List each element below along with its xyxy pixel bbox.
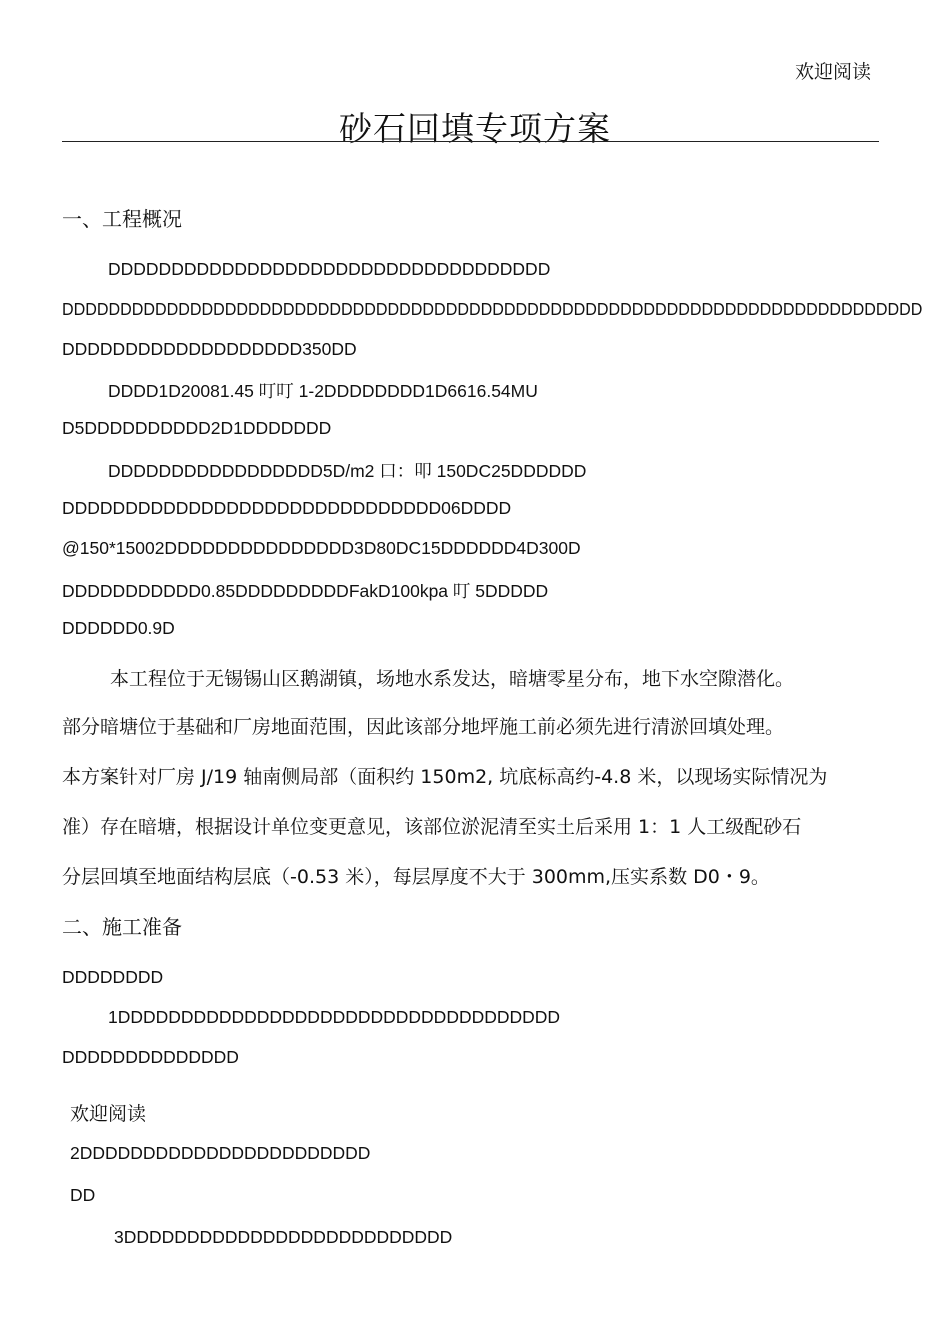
title-underline xyxy=(62,141,879,142)
garbled-line: DDDD1D20081.45 叮叮 1-2DDDDDDDD1D6616.54MU xyxy=(108,381,538,401)
paragraph-line: 分层回填至地面结构层底（-0.53 米），每层厚度不大于 300mm,压实系数 D0・9。 xyxy=(62,866,770,888)
garbled-line: 3DDDDDDDDDDDDDDDDDDDDDDDDDD xyxy=(114,1227,453,1247)
section-heading-2: 二、施工准备 xyxy=(62,915,182,939)
garbled-line: D5DDDDDDDDDD2D1DDDDDDD xyxy=(62,418,332,438)
garbled-line: DDDDDDDDDDDDDDDDDDDDDDDDDDDDDD06DDDD xyxy=(62,498,512,518)
garbled-line: DD xyxy=(70,1185,96,1205)
footer-note: 欢迎阅读 xyxy=(70,1103,147,1125)
page-title: 砂石回填专项方案 xyxy=(339,109,611,148)
garbled-line: DDDDDDDD xyxy=(62,967,164,987)
paragraph-line: 准）存在暗塘，根据设计单位变更意见，该部位淤泥清至实土后采用 1：1 人工级配砂石 xyxy=(62,816,802,838)
garbled-line: DDDDDDDDDDDDDDDDDDD350DD xyxy=(62,339,357,359)
garbled-line: @150*15002DDDDDDDDDDDDDDD3D80DC15DDDDDD4D300D xyxy=(62,538,581,558)
garbled-line: DDDDDDDDDDD0.85DDDDDDDDDFakD100kpa 叮 5DDDDD xyxy=(62,581,549,601)
paragraph-line: 本工程位于无锡锡山区鹅湖镇，场地水系发达，暗塘零星分布，地下水空隙潜化。 xyxy=(110,668,795,690)
garbled-line: DDDDDDDDDDDDDD xyxy=(62,1047,239,1067)
paragraph-line: 本方案针对厂房 J/19 轴南侧局部（面积约 150m2, 坑底标高约-4.8 米，以现场实际情况为 xyxy=(62,766,828,788)
garbled-line: DDDDDDDDDDDDDDDDD5D/m2 口：叩 150DC25DDDDDD xyxy=(108,461,587,481)
section-heading-1: 一、工程概况 xyxy=(62,207,182,231)
corner-note: 欢迎阅读 xyxy=(795,61,872,83)
garbled-line: 2DDDDDDDDDDDDDDDDDDDDDDD xyxy=(70,1143,371,1163)
garbled-line: DDDDDDDDDDDDDDDDDDDDDDDDDDDDDDDDDDDDDDDDDDDDDDDDDDDDDDDDDDDDDDDDDDDDDDDDDD xyxy=(62,299,923,319)
garbled-line: 1DDDDDDDDDDDDDDDDDDDDDDDDDDDDDDDDDDD xyxy=(108,1007,561,1027)
garbled-line: DDDDDD0.9D xyxy=(62,618,175,638)
garbled-line: DDDDDDDDDDDDDDDDDDDDDDDDDDDDDDDDDDD xyxy=(108,259,551,279)
paragraph-line: 部分暗塘位于基础和厂房地面范围，因此该部分地坪施工前必须先进行清淤回填处理。 xyxy=(62,716,785,738)
